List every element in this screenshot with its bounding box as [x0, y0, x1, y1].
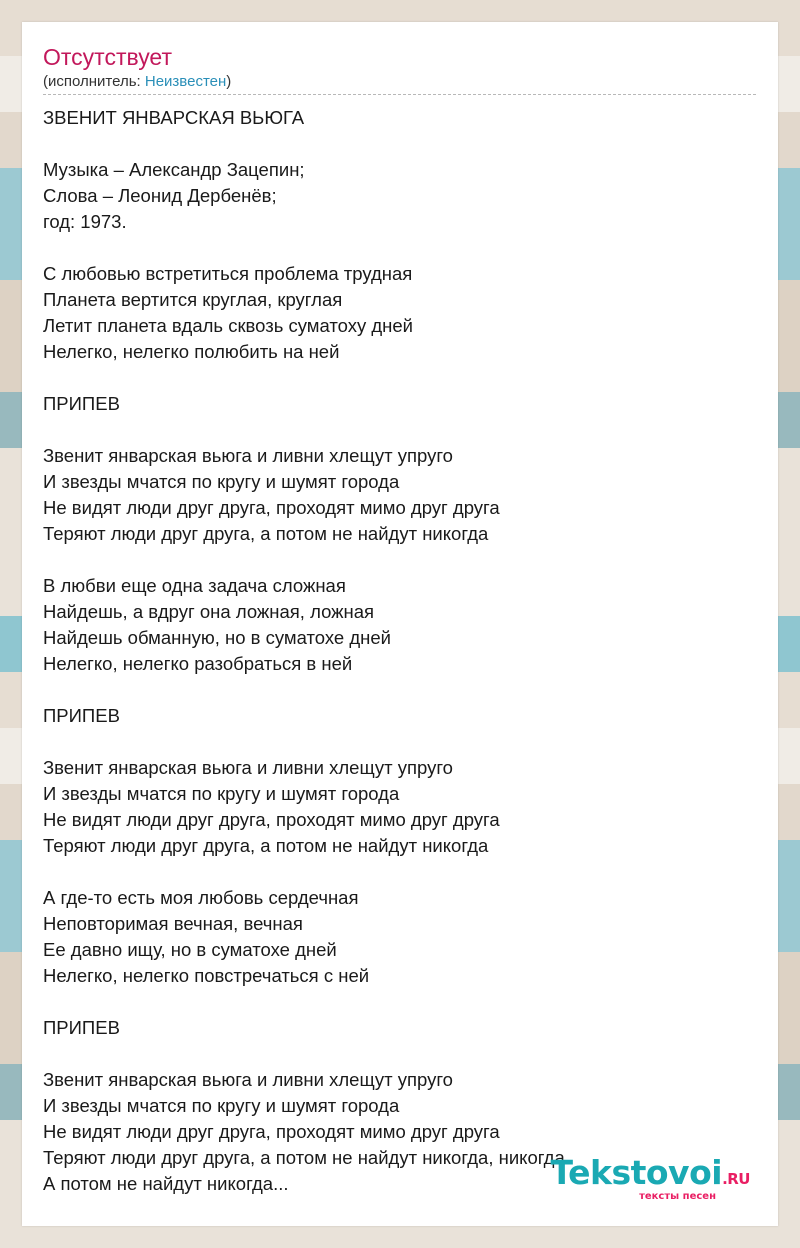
artist-line [43, 73, 231, 91]
lyrics-card [22, 22, 778, 1226]
lyrics-text: ЗВЕНИТ ЯНВАРСКАЯ ВЬЮГА Музыка – Александр Зацепин; Слова – Леонид Дербенёв; год: 1973. С любовью встретиться проблема трудная Планета вертится круглая, круглая Летит планета вдаль сквозь суматоху дней Нелегко, нелегко полюбить на ней ПРИПЕВ Звенит январская вьюга и ливни хлещут упруго И звезды мчатся по кругу и шумят города Не видят люди друг друга, проходят мимо друг друга Теряют люди друг друга, а потом не найдут никогда В любви еще одна задача сложная Найдешь, а вдруг она ложная, ложная Найдешь обманную, но в суматохе дней Нелегко, нелегко разобраться в ней ПРИПЕВ Звенит январская вьюга и ливни хлещут упруго И звезды мчатся по кругу и шумят города Не видят люди друг друга, проходят мимо друг друга Теряют люди друг друга, а потом не найдут никогда А где-то есть моя любовь сердечная Неповторимая вечная, вечная Ее давно ищу, но в суматохе дней Нелегко, нелегко повстречаться с ней ПРИПЕВ Звенит январская вьюга и ливни хлещут упруго И звезды мчатся по кругу и шумят города Не видят люди друг друга, проходят мимо друг друга Теряют люди друг друга, а потом не найдут никогда, никогда А потом не найдут никогда... [43, 107, 565, 1194]
header-divider [43, 94, 756, 95]
artist-prefix: (исполнитель: [43, 73, 145, 90]
logo-wordmark [550, 1153, 750, 1196]
logo-tagline: тексты песен [639, 1191, 716, 1202]
artist-link[interactable]: Неизвестен [144, 73, 227, 90]
logo-name: Tekstovoi [550, 1153, 723, 1192]
site-logo[interactable] [550, 1153, 750, 1202]
artist-suffix: ) [226, 73, 232, 90]
song-title: Отсутствует [43, 44, 172, 70]
logo-suffix: .RU [722, 1170, 750, 1188]
